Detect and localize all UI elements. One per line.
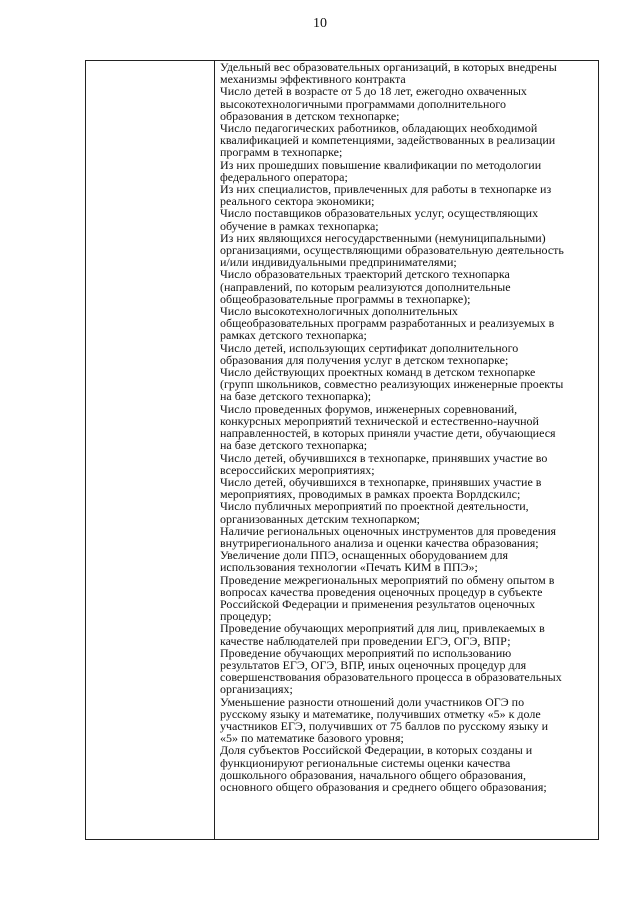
table-left-cell (86, 61, 215, 839)
indicator-text-line: результатов ЕГЭ, ОГЭ, ВПР, иных оценочных процедур для (220, 657, 527, 672)
indicator-text-line: реального сектора экономики; (220, 194, 375, 209)
indicator-text-line: Число детей, обучившихся в технопарке, принявших участие в (220, 474, 542, 489)
indicator-text-line: (групп школьников, совместно реализующих инженерные проекты (220, 377, 564, 392)
indicator-text-line: Число действующих проектных команд в детском технопарке (220, 365, 536, 380)
indicator-text-line: Число публичных мероприятий по проектной деятельности, (220, 499, 529, 514)
indicator-text-line: участников ЕГЭ, получивших от 75 баллов по русскому языку и (220, 718, 549, 733)
indicator-text-line: совершенствования образовательного процесса в образовательных (220, 670, 562, 685)
indicator-text-line: Проведение обучающих мероприятий по использованию (220, 645, 512, 660)
indicator-text-line: мероприятиях, проводимых в рамках проекта Ворлдскилс; (220, 487, 521, 502)
indicator-text-line: Увеличение доли ППЭ, оснащенных оборудованием для (220, 548, 508, 563)
indicator-text-line: организациях; (220, 682, 293, 697)
indicator-text-line: Число детей, использующих сертификат дополнительного (220, 340, 519, 355)
indicator-text-line: Удельный вес образовательных организаций, в которых внедрены (220, 61, 557, 74)
indicator-text-line: вопросах качества проведения оценочных процедур в субъекте (220, 584, 543, 599)
indicator-text-line: организованных детским технопарком; (220, 511, 420, 526)
indicator-text-line: Доля субъектов Российской Федерации, в которых созданы и (220, 743, 533, 758)
indicator-text-line: на базе детского технопарка); (220, 389, 372, 404)
indicator-text-line: Из них прошедших повышение квалификации по методологии (220, 157, 542, 172)
indicator-text-line: использования технологии «Печать КИМ в ППЭ»; (220, 560, 478, 575)
indicator-text-line: Число поставщиков образовательных услуг, осуществляющих (220, 206, 539, 221)
indicator-text-line: основного общего образования и среднего общего образования; (220, 779, 547, 794)
indicator-text-line: рамках детского технопарка; (220, 328, 367, 343)
indicator-text-line: Наличие региональных оценочных инструментов для проведения (220, 523, 557, 538)
indicator-text-line: на базе детского технопарка; (220, 438, 368, 453)
indicator-text-line: процедур; (220, 609, 272, 624)
indicator-text-line: качестве наблюдателей при проведении ЕГЭ, ОГЭ, ВПР; (220, 633, 511, 648)
indicator-text-line: «5» по математике базового уровня; (220, 731, 404, 746)
indicator-text-line: Проведение обучающих мероприятий для лиц, привлекаемых в (220, 621, 545, 636)
indicator-text-line: организациями, осуществляющими образовательную деятельность (220, 243, 564, 258)
indicator-text-line: образования для получения услуг в детском технопарке; (220, 352, 509, 367)
indicator-text-line: образования в детском технопарке; (220, 108, 400, 123)
indicator-text-line: Число высокотехнологичных дополнительных (220, 304, 458, 319)
indicator-text-line: федерального оператора; (220, 169, 348, 184)
indicator-text-line: Число детей в возрасте от 5 до 18 лет, ежегодно охваченных (220, 84, 527, 99)
indicator-text-line: Число образовательных траекторий детского технопарка (220, 267, 510, 282)
indicator-text-line: Число детей, обучившихся в технопарке, принявших участие во (220, 450, 548, 465)
indicator-text-line: программ в технопарке; (220, 145, 343, 160)
indicator-text-line: Из них специалистов, привлеченных для работы в технопарке из (220, 182, 552, 197)
indicator-text-line: (направлений, по которым реализуются дополнительные (220, 279, 511, 294)
indicator-text-line: общеобразовательные программы в технопарке); (220, 291, 471, 306)
indicator-text-line: функционируют региональные системы оценки качества (220, 755, 511, 770)
indicator-text-line: Уменьшение разности отношений доли участников ОГЭ по (220, 694, 525, 709)
indicators-table (85, 60, 599, 840)
indicator-text-line: и/или индивидуальными предпринимателями; (220, 255, 457, 270)
indicator-text-line: Число педагогических работников, обладающих необходимой (220, 121, 538, 136)
page-number: 10 (313, 16, 327, 31)
indicator-text-line: Число проведенных форумов, инженерных соревнований, (220, 401, 518, 416)
indicator-text-line: механизмы эффективного контракта (220, 72, 406, 87)
indicator-text-line: Проведение межрегиональных мероприятий по обмену опытом в (220, 572, 555, 587)
indicator-text-line: квалификацией и компетенциями, задействованных в реализации (220, 133, 556, 148)
indicator-text-line: внутрирегионального анализа и оценки качества образования; (220, 535, 539, 550)
indicator-text-line: высокотехнологичными программами дополнительного (220, 96, 507, 111)
indicator-text-line: конкурсных мероприятий технической и естественно-научной (220, 413, 539, 428)
indicator-text-line: дошкольного образования, начального общего образования, (220, 767, 527, 782)
indicators-cell (215, 61, 598, 839)
indicator-text-line: всероссийских мероприятиях; (220, 462, 375, 477)
indicator-text-line: Из них являющихся негосударственными (немуниципальными) (220, 230, 546, 245)
indicator-text-line: направленностей, в которых приняли участие дети, обучающиеся (220, 426, 556, 441)
indicator-text-line: русскому языку и математике, получивших отметку «5» к доле (220, 706, 541, 721)
indicator-text-line: общеобразовательных программ разработанных и реализуемых в (220, 316, 555, 331)
indicator-text-line: обучение в рамках технопарка; (220, 218, 379, 233)
indicator-text-line: Российской Федерации и применения результатов оценочных (220, 596, 536, 611)
